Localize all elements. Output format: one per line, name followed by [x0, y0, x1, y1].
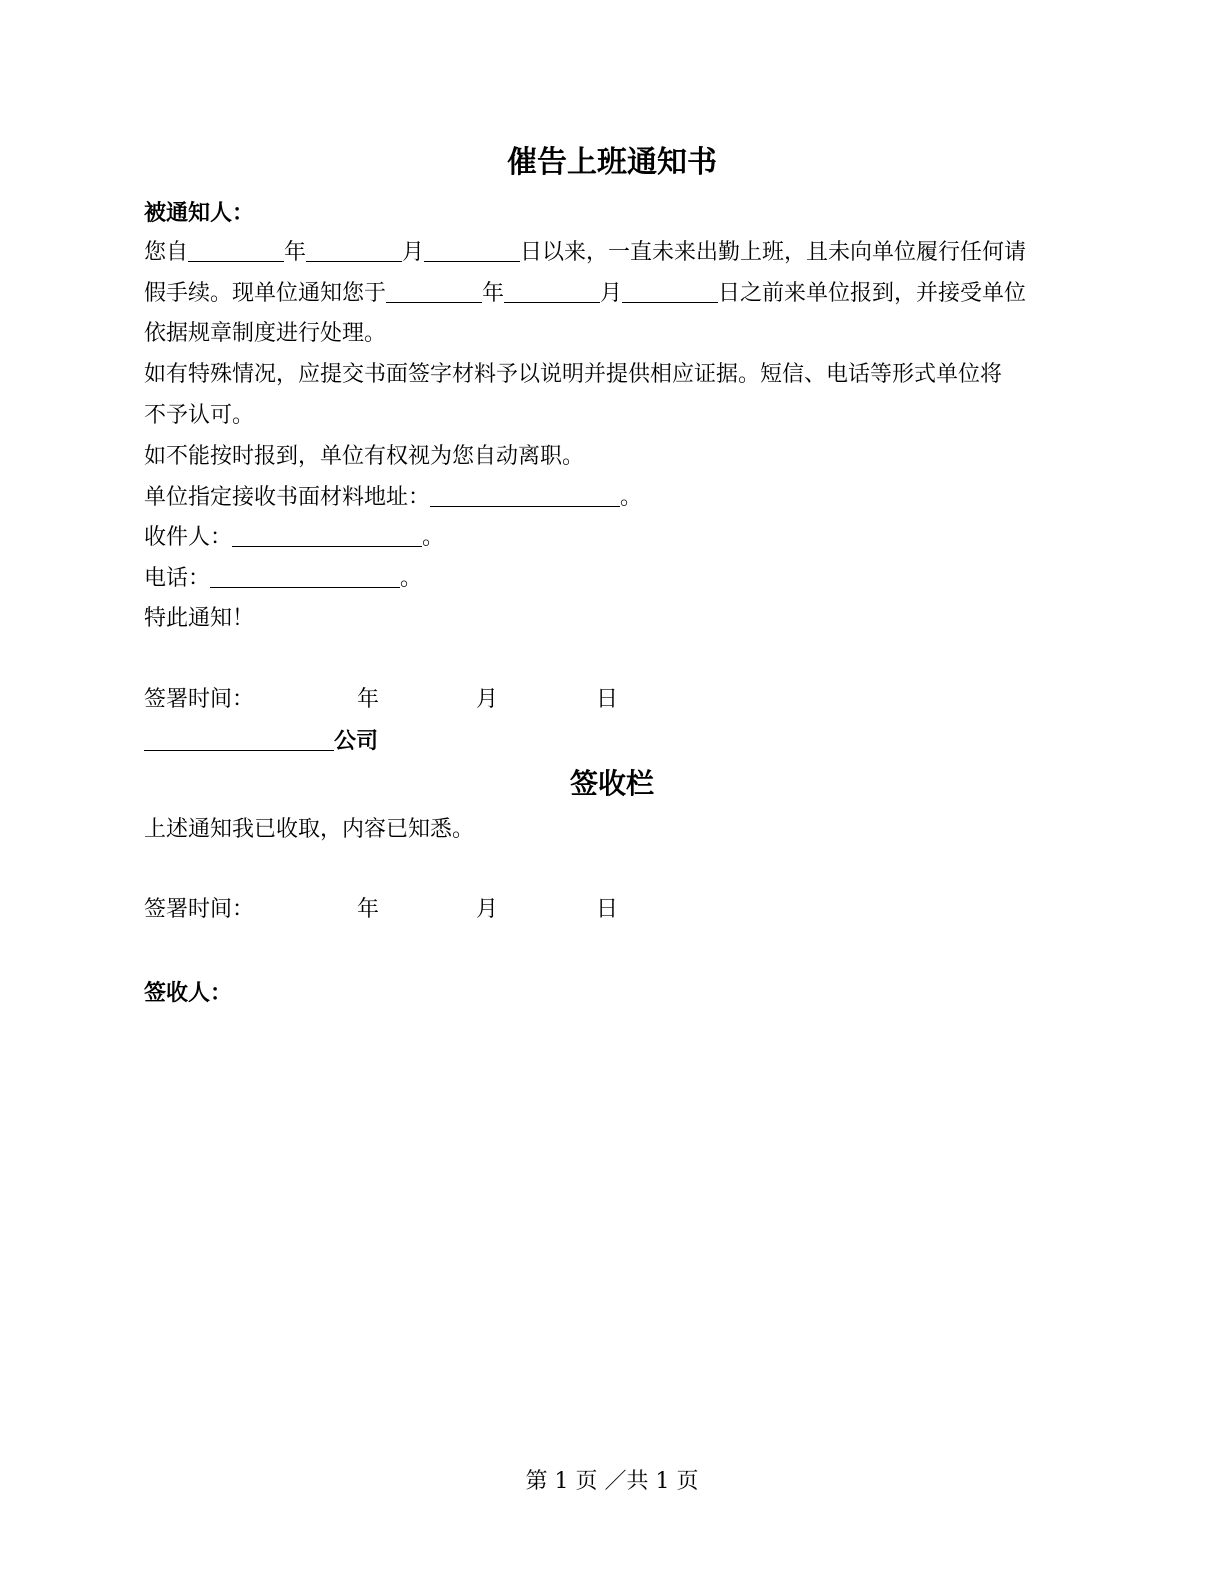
- phone-label: 电话：: [144, 566, 211, 591]
- blank-receiver: [232, 524, 422, 547]
- company-suffix: 公司: [334, 728, 379, 754]
- period: 。: [422, 525, 445, 550]
- blank-company-name: [144, 728, 334, 751]
- phone-line: [144, 563, 1084, 595]
- blank-address: [430, 484, 620, 507]
- receipt-date-month: 月: [476, 897, 499, 922]
- company-line: [144, 725, 1084, 757]
- text: 您自: [144, 240, 189, 265]
- blank-absent-day: [424, 239, 520, 262]
- receipt-title: 签收栏: [569, 767, 654, 800]
- blank-report-month: [504, 280, 600, 303]
- para1-line1: [144, 237, 1084, 269]
- period: 。: [620, 485, 643, 510]
- text: 假手续。现单位通知您于: [144, 281, 387, 306]
- para2-line2: 不予认可。: [144, 403, 255, 428]
- text: 月: [402, 240, 425, 265]
- document-title: 催告上班通知书: [507, 145, 717, 180]
- text: 日之前来单位报到，并接受单位: [718, 281, 1027, 306]
- receipt-date-day: 日: [596, 897, 619, 922]
- blank-absent-month: [306, 239, 402, 262]
- receipt-text: 上述通知我已收取，内容已知悉。: [144, 817, 475, 842]
- period: 。: [400, 566, 423, 591]
- text: 日以来，一直未来出勤上班，且未向单位履行任何请: [520, 240, 1027, 265]
- address-label: 单位指定接收书面材料地址：: [144, 485, 431, 510]
- page-footer: 第 1 页 ／共 1 页: [525, 1469, 699, 1494]
- receipt-date-label: 签署时间：: [144, 897, 255, 922]
- text: 年: [482, 281, 505, 306]
- sign-date-month: 月: [476, 687, 499, 712]
- para1-line2: [144, 278, 1084, 310]
- blank-absent-year: [188, 239, 284, 262]
- receiver-line: [144, 522, 1084, 554]
- text: 月: [600, 281, 623, 306]
- receiver-label: 收件人：: [144, 525, 233, 550]
- blank-report-day: [622, 280, 718, 303]
- signer-label: 签收人：: [144, 980, 233, 1006]
- text: 年: [284, 240, 307, 265]
- para2-line1: 如有特殊情况，应提交书面签字材料予以说明并提供相应证据。短信、电话等形式单位将: [144, 362, 1003, 387]
- sign-date-day: 日: [596, 687, 619, 712]
- sign-date-label: 签署时间：: [144, 687, 255, 712]
- sign-date-year: 年: [357, 687, 380, 712]
- para3: 如不能按时报到，单位有权视为您自动离职。: [144, 444, 585, 469]
- blank-report-year: [386, 280, 482, 303]
- address-line: [144, 482, 1084, 514]
- para1-line3: 依据规章制度进行处理。: [144, 321, 387, 346]
- closing: 特此通知！: [144, 606, 255, 631]
- blank-phone: [210, 565, 400, 588]
- receipt-date-year: 年: [357, 897, 380, 922]
- recipient-label: 被通知人：: [144, 200, 255, 226]
